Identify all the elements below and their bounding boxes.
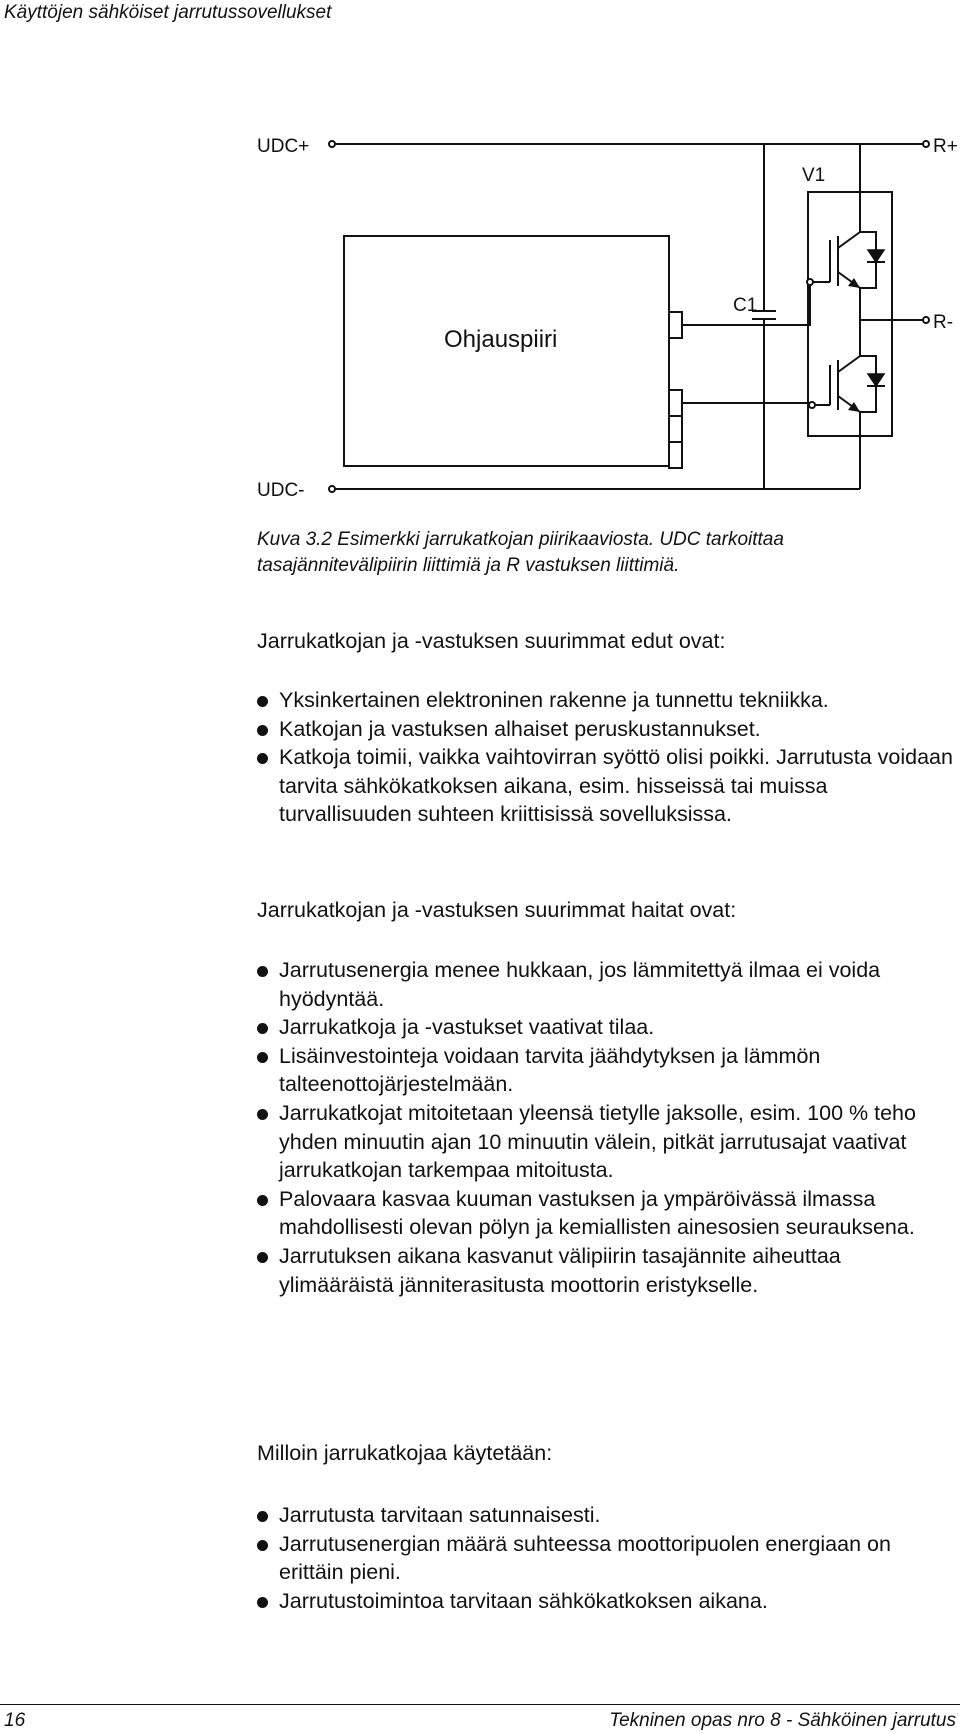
caption-line-1: Kuva 3.2 Esimerkki jarrukatkojan piirikaaviosta. UDC tarkoittaa	[257, 529, 784, 550]
r-minus-terminal	[923, 317, 929, 323]
list-item: Jarrutusenergia menee hukkaan, jos lämmitettyä ilmaa ei voida hyödyntää.	[257, 956, 957, 1013]
bullet-icon	[257, 1023, 268, 1034]
connector-bottom-3	[669, 442, 682, 468]
page-header-title: Käyttöjen sähköiset jarrutussovellukset	[4, 2, 332, 23]
v1-label: V1	[802, 165, 826, 186]
list-item: Jarrutustoimintoa tarvitaan sähkökatkoksen aikana.	[257, 1587, 957, 1616]
bullet-icon	[257, 1597, 268, 1608]
list-item: Jarrutuksen aikana kasvanut välipiirin tasajännite aiheuttaa ylimääräistä jänniterasitusta moottorin eristykselle.	[257, 1242, 957, 1299]
disadvantages-heading: Jarrukatkojan ja -vastuksen suurimmat haitat ovat:	[257, 898, 737, 922]
list-item: Yksinkertainen elektroninen rakenne ja tunnettu tekniikka.	[257, 686, 957, 715]
bullet-icon	[257, 1195, 268, 1206]
lower-igbt-collector	[838, 320, 860, 372]
upper-igbt-collector	[838, 192, 860, 248]
upper-igbt-emitter	[838, 272, 860, 320]
list-item: Jarrukatkoja ja -vastukset vaativat tilaa.	[257, 1013, 957, 1042]
udc-minus-terminal	[329, 486, 335, 492]
list-item: Lisäinvestointeja voidaan tarvita jäähdytyksen ja lämmön talteenottojärjestelmään.	[257, 1042, 957, 1099]
list-item: Jarrutusta tarvitaan satunnaisesti.	[257, 1501, 957, 1530]
footer-divider	[0, 1704, 960, 1705]
bullet-icon	[257, 1052, 268, 1063]
list-item: Katkoja toimii, vaikka vaihtovirran syöttö olisi poikki. Jarrutusta voidaan tarvita sähkökatkoksen aikana, esim. hisseissä tai muissa turvallisuuden suhteen kriittisissä sovelluksissa.	[257, 743, 957, 829]
bullet-icon	[257, 1252, 268, 1263]
bullet-icon	[257, 1109, 268, 1120]
usage-heading: Milloin jarrukatkojaa käytetään:	[257, 1441, 553, 1465]
figure-caption	[257, 527, 937, 579]
advantages-heading: Jarrukatkojan ja -vastuksen suurimmat edut ovat:	[257, 629, 726, 653]
brake-chopper-circuit-diagram	[0, 0, 960, 520]
bullet-icon	[257, 753, 268, 764]
lower-diode-icon	[868, 374, 884, 386]
connector-bottom-2	[669, 416, 682, 442]
udc-plus-terminal	[329, 141, 335, 147]
list-item: Katkojan ja vastuksen alhaiset peruskustannukset.	[257, 715, 957, 744]
bullet-icon	[257, 1511, 268, 1522]
footer-guide-title: Tekninen opas nro 8 - Sähköinen jarrutus	[609, 1710, 956, 1731]
upper-gate-node	[807, 279, 813, 285]
upper-diode-wire	[860, 232, 876, 288]
connector-bottom-1	[669, 390, 682, 416]
bullet-icon	[257, 696, 268, 707]
lower-gate-node	[809, 402, 815, 408]
r-plus-terminal	[923, 141, 929, 147]
udc-plus-label: UDC+	[257, 136, 310, 157]
control-circuit-label: Ohjauspiiri	[444, 326, 558, 353]
advantages-list	[257, 686, 957, 829]
v1-module-box	[808, 192, 892, 436]
lower-diode-wire	[860, 356, 876, 412]
connector-top	[669, 312, 682, 338]
list-item: Jarrukatkojat mitoitetaan yleensä tietylle jaksolle, esim. 100 % teho yhden minuutin ajan 10 minuutin välein, pitkät jarrutusajat vaativat jarrukatkojan tarkempaa mitoitusta.	[257, 1099, 957, 1185]
bullet-icon	[257, 966, 268, 977]
r-minus-label: R-	[933, 312, 954, 333]
udc-minus-label: UDC-	[257, 480, 305, 501]
list-item: Jarrutusenergian määrä suhteessa moottoripuolen energiaan on erittäin pieni.	[257, 1530, 957, 1587]
r-plus-label: R+	[933, 136, 958, 157]
list-item: Palovaara kasvaa kuuman vastuksen ja ympäröivässä ilmassa mahdollisesti olevan pölyn ja kemiallisten ainesosien seurauksena.	[257, 1185, 957, 1242]
usage-list	[257, 1501, 957, 1615]
c1-label: C1	[733, 295, 758, 316]
caption-line-2: tasajännitevälipiirin liittimiä ja R vastuksen liittimiä.	[257, 555, 680, 576]
page-number: 16	[4, 1710, 26, 1731]
bullet-icon	[257, 725, 268, 736]
disadvantages-list	[257, 956, 957, 1299]
upper-diode-icon	[868, 250, 884, 262]
bullet-icon	[257, 1540, 268, 1551]
